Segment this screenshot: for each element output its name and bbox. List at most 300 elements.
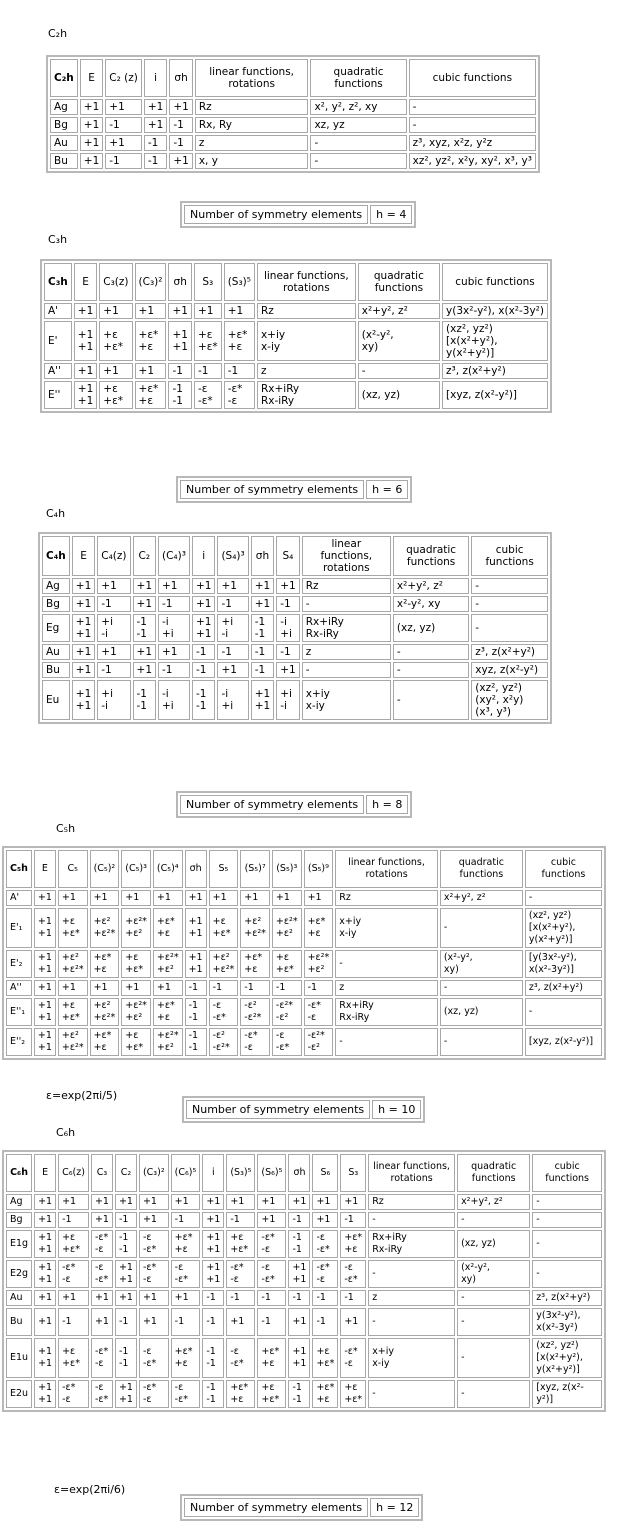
table-cell: -ε* -ε xyxy=(91,1230,113,1258)
table-cell: - xyxy=(532,1212,602,1228)
table-cell: +1 xyxy=(192,578,215,594)
table-cell: +1 xyxy=(251,578,274,594)
group-symbol-cell: C₃h xyxy=(44,263,72,301)
table-row xyxy=(6,1308,602,1336)
table-cell: +ε +ε* xyxy=(99,381,132,409)
table-cell: +ε* +ε xyxy=(90,1028,120,1056)
table-cell: +1 xyxy=(72,662,95,678)
nse-label: Number of symmetry elements xyxy=(184,205,368,224)
table-cell: Rz xyxy=(257,303,356,319)
table-cell: +1 xyxy=(121,890,151,906)
header-cell: (S₃)⁵ xyxy=(224,263,255,301)
table-cell: -1 xyxy=(97,662,130,678)
table-cell: - xyxy=(368,1308,455,1336)
table-cell: +1 xyxy=(80,99,103,115)
table-cell: +1 xyxy=(224,303,255,319)
table-cell: +1 +1 xyxy=(202,1260,224,1288)
irrep-label-cell: Au xyxy=(42,644,70,660)
table-cell: +1 xyxy=(158,644,190,660)
table-cell: +1 +1 xyxy=(34,1230,56,1258)
table-cell: +ε +ε* xyxy=(121,1028,151,1056)
table-cell: x+iy x-iy xyxy=(368,1338,455,1378)
table-cell: +ε* +ε xyxy=(312,1380,338,1408)
table-cell: +1 xyxy=(139,1308,169,1336)
table-cell: -1 -1 xyxy=(133,614,156,642)
irrep-label-cell: Ag xyxy=(6,1194,32,1210)
table-row xyxy=(6,1230,602,1258)
table-cell: -1 xyxy=(58,1212,89,1228)
table-cell: +1 xyxy=(74,363,97,379)
table-cell: z xyxy=(195,135,309,151)
table-row xyxy=(44,381,548,409)
table-cell: xz, yz xyxy=(310,117,406,133)
irrep-label-cell: Bg xyxy=(42,596,70,612)
table-cell: +ε²* +ε² xyxy=(304,950,334,978)
table-cell: +1 xyxy=(288,1194,310,1210)
table-row xyxy=(50,135,536,151)
table-row xyxy=(6,1290,602,1306)
group-title-c3h: C₃h xyxy=(48,233,68,246)
group-title-c4h: C₄h xyxy=(46,507,66,520)
table-cell: +ε²* +ε² xyxy=(272,908,302,948)
table-cell: - xyxy=(457,1338,530,1378)
table-cell: +1 +1 xyxy=(34,1338,56,1378)
table-cell: +ε* +ε xyxy=(226,1380,255,1408)
table-cell: -ε²* -ε² xyxy=(272,998,302,1026)
table-cell: +ε +ε* xyxy=(58,1338,89,1378)
table-row xyxy=(44,303,548,319)
header-cell: C₄(z) xyxy=(97,536,130,576)
table-cell: -i +i xyxy=(217,680,248,720)
table-cell: Rx+iRy Rx-iRy xyxy=(257,381,356,409)
table-cell: -1 xyxy=(144,153,167,169)
table-cell: +ε² +ε²* xyxy=(90,998,120,1026)
header-cell: C₃(z) xyxy=(99,263,132,301)
table-cell: +ε* +ε xyxy=(135,321,167,361)
table-cell: +1 xyxy=(257,1194,286,1210)
irrep-label-cell: E'' xyxy=(44,381,72,409)
order-value: h = 10 xyxy=(372,1100,421,1119)
header-cell: i xyxy=(144,59,167,97)
table-cell: - xyxy=(368,1212,455,1228)
table-cell: -1 -1 xyxy=(251,614,274,642)
symmetry-count-c5h xyxy=(182,1096,425,1123)
table-cell: +1 xyxy=(90,980,120,996)
table-cell: -1 xyxy=(144,135,167,151)
table-cell: +1 xyxy=(115,1290,137,1306)
header-cell: linear functions, rotations xyxy=(335,850,438,888)
table-cell: +ε* +ε xyxy=(171,1230,201,1258)
table-row xyxy=(42,596,548,612)
table-cell: +1 xyxy=(97,644,130,660)
table-cell: -1 xyxy=(192,662,215,678)
table-cell: +ε* +ε xyxy=(135,381,167,409)
table-cell: - xyxy=(471,578,548,594)
header-cell: S₆ xyxy=(312,1154,338,1192)
table-cell: x, y xyxy=(195,153,309,169)
group-symbol-cell: C₆h xyxy=(6,1154,32,1192)
table-cell: - xyxy=(335,1028,438,1056)
table-cell: +1 xyxy=(144,99,167,115)
table-cell: +1 xyxy=(312,1194,338,1210)
table-cell: (xz, yz) xyxy=(393,614,469,642)
table-cell: -ε -ε* xyxy=(139,1230,169,1258)
table-cell: +1 xyxy=(121,980,151,996)
table-cell: -ε²* -ε² xyxy=(304,1028,334,1056)
table-cell: - xyxy=(440,1028,523,1056)
table-cell: -1 xyxy=(194,363,222,379)
table-cell: x+iy x-iy xyxy=(335,908,438,948)
table-cell: +1 +1 xyxy=(115,1380,137,1408)
table-cell: (xz², yz²) [x(x²+y²), y(x²+y²)] xyxy=(525,908,602,948)
table-cell: +1 xyxy=(58,1290,89,1306)
table-cell: +1 xyxy=(288,1308,310,1336)
table-row xyxy=(42,662,548,678)
table-cell: +1 xyxy=(240,890,270,906)
table-cell: +1 +1 xyxy=(34,1380,56,1408)
group-symbol-cell: C₄h xyxy=(42,536,70,576)
table-cell: +1 +1 xyxy=(72,680,95,720)
table-cell: +1 xyxy=(217,578,248,594)
table-cell: +1 xyxy=(340,1194,366,1210)
character-table-c3h xyxy=(40,259,552,413)
table-cell: - xyxy=(457,1212,530,1228)
table-cell: +1 xyxy=(99,303,132,319)
table-cell: -1 xyxy=(224,363,255,379)
table-cell: +1 xyxy=(169,153,192,169)
table-cell: -1 -1 xyxy=(133,680,156,720)
header-cell: E xyxy=(74,263,97,301)
table-cell: -1 xyxy=(217,644,248,660)
header-cell: i xyxy=(192,536,215,576)
header-cell: (S₅)⁷ xyxy=(240,850,270,888)
table-cell: -ε -ε* xyxy=(312,1230,338,1258)
header-cell: cubic functions xyxy=(471,536,548,576)
table-cell: - xyxy=(409,99,536,115)
header-cell: C₂ xyxy=(133,536,156,576)
header-cell: (C₄)³ xyxy=(158,536,190,576)
header-cell: (S₆)⁵ xyxy=(257,1154,286,1192)
irrep-label-cell: E''₂ xyxy=(6,1028,32,1056)
table-cell: (xz², yz²) [x(x²+y²), y(x²+y²)] xyxy=(442,321,548,361)
table-cell: +1 xyxy=(91,1308,113,1336)
table-cell: +ε +ε* xyxy=(340,1380,366,1408)
table-cell: (xz, yz) xyxy=(358,381,440,409)
header-cell: C₅ xyxy=(58,850,88,888)
table-cell: +1 xyxy=(153,980,183,996)
table-cell: -1 xyxy=(169,117,192,133)
table-cell: +i -i xyxy=(97,614,130,642)
table-cell: +ε* +ε xyxy=(90,950,120,978)
table-cell: +ε* +ε xyxy=(240,950,270,978)
table-cell: (xz², yz²) [x(x²+y²), y(x²+y²)] xyxy=(532,1338,602,1378)
group-title-c6h: C₆h xyxy=(56,1126,76,1139)
table-cell: z³, z(x²+y²) xyxy=(525,980,602,996)
table-cell: +ε +ε* xyxy=(121,950,151,978)
table-cell: -ε -ε* xyxy=(257,1260,286,1288)
table-cell: +1 xyxy=(74,303,97,319)
table-cell: - xyxy=(440,980,523,996)
table-cell: -1 -1 xyxy=(185,998,207,1026)
table-cell: Rz xyxy=(302,578,391,594)
irrep-label-cell: E2u xyxy=(6,1380,32,1408)
table-cell: +1 +1 xyxy=(202,1230,224,1258)
table-row xyxy=(42,644,548,660)
table-cell: z³, xyz, x²z, y²z xyxy=(409,135,536,151)
table-cell: (x²-y², xy) xyxy=(457,1260,530,1288)
table-cell: (xz, yz) xyxy=(457,1230,530,1258)
irrep-label-cell: A'' xyxy=(44,363,72,379)
table-cell: -1 xyxy=(115,1212,137,1228)
table-cell: +1 +1 xyxy=(34,1028,56,1056)
header-cell: (C₆)⁵ xyxy=(171,1154,201,1192)
table-row xyxy=(6,950,602,978)
table-cell: - xyxy=(393,680,469,720)
table-cell: (x²-y², xy) xyxy=(440,950,523,978)
table-cell: +1 xyxy=(158,578,190,594)
table-cell: - xyxy=(457,1308,530,1336)
table-cell: -ε -ε* xyxy=(226,1338,255,1378)
table-cell: +1 xyxy=(217,662,248,678)
epsilon-definition-c5h: ε=exp(2πi/5) xyxy=(46,1089,118,1102)
header-cell: quadratic functions xyxy=(358,263,440,301)
table-cell: -1 -1 xyxy=(192,680,215,720)
table-cell: -1 xyxy=(340,1290,366,1306)
table-cell: Rx+iRy Rx-iRy xyxy=(335,998,438,1026)
table-cell: -ε -ε* xyxy=(209,998,239,1026)
table-cell: +1 xyxy=(91,1194,113,1210)
group-title-c5h: C₅h xyxy=(56,822,76,835)
table-cell: xyz, z(x²-y²) xyxy=(471,662,548,678)
table-cell: +1 xyxy=(72,644,95,660)
irrep-label-cell: E1g xyxy=(6,1230,32,1258)
irrep-label-cell: Au xyxy=(50,135,78,151)
header-cell: linear functions, rotations xyxy=(257,263,356,301)
table-cell: +ε* +ε xyxy=(153,998,183,1026)
irrep-label-cell: A' xyxy=(44,303,72,319)
table-cell: z³, z(x²+y²) xyxy=(471,644,548,660)
table-cell: -1 xyxy=(288,1212,310,1228)
header-cell: linear functions, rotations xyxy=(302,536,391,576)
table-cell: -ε* -ε xyxy=(139,1260,169,1288)
table-cell: +ε +ε* xyxy=(58,998,88,1026)
table-cell: +1 xyxy=(276,578,299,594)
table-cell: +1 xyxy=(99,363,132,379)
table-row xyxy=(6,998,602,1026)
table-cell: +1 xyxy=(312,1212,338,1228)
irrep-label-cell: A'' xyxy=(6,980,32,996)
table-cell: [xyz, z(x²-y²)] xyxy=(525,1028,602,1056)
table-cell: -1 xyxy=(226,1290,255,1306)
table-cell: +ε² +ε²* xyxy=(240,908,270,948)
irrep-label-cell: Eu xyxy=(42,680,70,720)
table-cell: -i +i xyxy=(158,614,190,642)
header-cell: (C₅)³ xyxy=(121,850,151,888)
table-cell: xz², yz², x²y, xy², x³, y³ xyxy=(409,153,536,169)
table-cell: +ε +ε* xyxy=(99,321,132,361)
table-cell: z³, z(x²+y²) xyxy=(532,1290,602,1306)
table-cell: +1 +1 xyxy=(168,321,191,361)
table-cell: y(3x²-y²), x(x²-3y²) xyxy=(532,1308,602,1336)
table-cell: +1 xyxy=(171,1290,201,1306)
character-table-c2h xyxy=(46,55,540,173)
table-cell: Rx, Ry xyxy=(195,117,309,133)
table-cell: -ε -ε* xyxy=(91,1260,113,1288)
header-cell: linear functions, rotations xyxy=(368,1154,455,1192)
table-cell: +1 xyxy=(226,1308,255,1336)
table-cell: - xyxy=(310,153,406,169)
table-cell: +1 xyxy=(133,596,156,612)
irrep-label-cell: Bu xyxy=(50,153,78,169)
header-cell: S₃ xyxy=(340,1154,366,1192)
table-cell: -ε -ε* xyxy=(171,1260,201,1288)
table-cell: x²-y², xy xyxy=(393,596,469,612)
table-cell: -ε* -ε xyxy=(340,1338,366,1378)
nse-label: Number of symmetry elements xyxy=(186,1100,370,1119)
table-cell: +1 xyxy=(115,1194,137,1210)
group-symbol-cell: C₅h xyxy=(6,850,32,888)
table-cell: +1 xyxy=(34,980,56,996)
character-table-c5h xyxy=(2,846,606,1060)
table-cell: - xyxy=(393,662,469,678)
table-cell: y(3x²-y²), x(x²-3y²) xyxy=(442,303,548,319)
table-cell: +1 xyxy=(80,117,103,133)
table-cell: -1 xyxy=(209,980,239,996)
table-cell: +1 +1 xyxy=(74,381,97,409)
table-cell: +1 xyxy=(139,1212,169,1228)
table-cell: +1 xyxy=(58,890,88,906)
table-cell: +ε +ε* xyxy=(58,1230,89,1258)
table-cell: +i -i xyxy=(217,614,248,642)
table-cell: +1 xyxy=(34,1194,56,1210)
table-cell: +1 +1 xyxy=(251,680,274,720)
table-row xyxy=(42,578,548,594)
table-cell: +1 xyxy=(34,1290,56,1306)
header-cell: quadratic functions xyxy=(310,59,406,97)
table-cell: -1 -1 xyxy=(115,1338,137,1378)
header-cell: (C₅)⁴ xyxy=(153,850,183,888)
table-row xyxy=(42,614,548,642)
table-cell: +1 xyxy=(80,153,103,169)
table-row xyxy=(44,363,548,379)
table-row xyxy=(6,1028,602,1056)
table-cell: - xyxy=(393,644,469,660)
table-cell: -1 xyxy=(257,1308,286,1336)
table-cell: [xyz, z(x²-y²)] xyxy=(442,381,548,409)
table-cell: - xyxy=(335,950,438,978)
table-cell: +ε²* +ε² xyxy=(121,908,151,948)
header-cell: cubic functions xyxy=(532,1154,602,1192)
table-row xyxy=(6,1338,602,1378)
table-cell: +ε² +ε²* xyxy=(58,1028,88,1056)
table-cell: -1 -1 xyxy=(115,1230,137,1258)
header-cell: S₅ xyxy=(209,850,239,888)
table-cell: -1 xyxy=(240,980,270,996)
table-cell: +1 xyxy=(194,303,222,319)
irrep-label-cell: Bu xyxy=(42,662,70,678)
table-cell: x+iy x-iy xyxy=(257,321,356,361)
table-cell: +1 +1 xyxy=(72,614,95,642)
table-row xyxy=(6,890,602,906)
table-cell: +ε²* +ε² xyxy=(121,998,151,1026)
order-value: h = 6 xyxy=(366,480,408,499)
table-cell: -1 xyxy=(168,363,191,379)
table-cell: z xyxy=(257,363,356,379)
header-row xyxy=(50,59,536,97)
table-cell: +i -i xyxy=(276,680,299,720)
symmetry-count-c2h xyxy=(180,201,416,228)
table-cell: +1 +1 xyxy=(115,1260,137,1288)
table-cell: -ε -ε* xyxy=(194,381,222,409)
table-cell: +ε +ε* xyxy=(257,1380,286,1408)
table-cell: - xyxy=(457,1290,530,1306)
header-cell: i xyxy=(202,1154,224,1192)
table-cell: +ε* +ε xyxy=(153,908,183,948)
table-cell: -1 xyxy=(171,1212,201,1228)
table-cell: x+iy x-iy xyxy=(302,680,391,720)
table-cell: +1 xyxy=(72,596,95,612)
symmetry-count-c6h xyxy=(180,1494,423,1521)
table-cell: +1 xyxy=(135,303,167,319)
header-cell: σh xyxy=(168,263,191,301)
table-cell: +ε* +ε xyxy=(224,321,255,361)
table-row xyxy=(6,1380,602,1408)
table-cell: +1 xyxy=(58,1194,89,1210)
table-cell: -1 -1 xyxy=(288,1230,310,1258)
table-cell: +1 +1 xyxy=(74,321,97,361)
nse-label: Number of symmetry elements xyxy=(180,480,364,499)
table-cell: +1 xyxy=(133,578,156,594)
table-cell: - xyxy=(525,998,602,1026)
table-cell: - xyxy=(532,1260,602,1288)
table-cell: +1 xyxy=(34,1212,56,1228)
table-cell: z xyxy=(302,644,391,660)
table-cell: x²+y², z² xyxy=(393,578,469,594)
header-cell: (C₅)² xyxy=(90,850,120,888)
table-cell: +1 xyxy=(135,363,167,379)
table-cell: +1 +1 xyxy=(288,1260,310,1288)
irrep-label-cell: E''₁ xyxy=(6,998,32,1026)
table-cell: -1 xyxy=(105,117,142,133)
table-cell: -1 xyxy=(192,644,215,660)
table-cell: +ε +ε* xyxy=(226,1230,255,1258)
epsilon-definition-c6h: ε=exp(2πi/6) xyxy=(54,1483,126,1496)
group-title-c2h: C₂h xyxy=(48,27,68,40)
table-cell: +ε²* +ε² xyxy=(153,1028,183,1056)
nse-label: Number of symmetry elements xyxy=(184,1498,368,1517)
table-cell: - xyxy=(532,1194,602,1210)
table-cell: -1 xyxy=(304,980,334,996)
header-cell: cubic functions xyxy=(525,850,602,888)
table-cell: -1 xyxy=(202,1290,224,1306)
table-cell: +1 +1 xyxy=(34,998,56,1026)
header-row xyxy=(6,1154,602,1192)
table-cell: x², y², z², xy xyxy=(310,99,406,115)
table-cell: x²+y², z² xyxy=(358,303,440,319)
table-cell: - xyxy=(471,614,548,642)
table-cell: -1 xyxy=(158,596,190,612)
table-cell: +1 xyxy=(91,1212,113,1228)
header-cell: (C₃)² xyxy=(135,263,167,301)
header-row xyxy=(44,263,548,301)
table-cell: +1 xyxy=(153,890,183,906)
table-cell: Rz xyxy=(368,1194,455,1210)
table-cell: -ε* -ε xyxy=(240,1028,270,1056)
character-table-c4h xyxy=(38,532,552,724)
irrep-label-cell: A' xyxy=(6,890,32,906)
table-cell: -1 xyxy=(251,662,274,678)
irrep-label-cell: E1u xyxy=(6,1338,32,1378)
